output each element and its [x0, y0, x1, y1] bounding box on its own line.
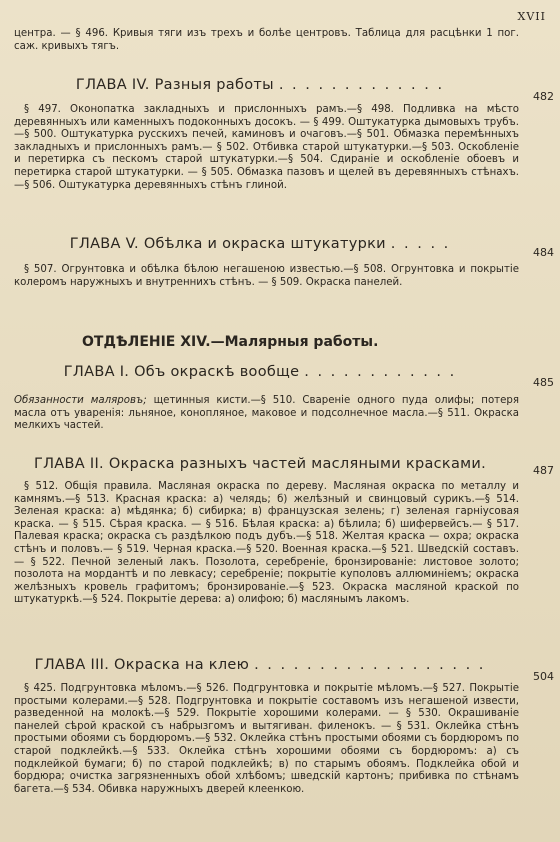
chapter-ii-page: 487 — [533, 464, 554, 477]
chapter-i-lead: Обязанности маляровъ; — [14, 395, 147, 406]
page-number: XVII — [517, 10, 546, 23]
chapter-ii-title: ГЛАВА II. Окраска разныхъ частей масляными красками. — [33, 456, 487, 472]
chapter-ii-text: § 512. Общія правила. Масляная окраска по дереву. Масляная окраска по металлу и камнямъ.—§ 513. Красная краска: а) челядь; б) желѣзный и свинцовый сурикъ.—§ 514. Зеленая краска: а) мѣдянка; б) сибирка; в) французская зелень; г) зеленая гарніусовая краска. — § 515. Сѣрая краска. — § 516. Бѣлая краска: а) бѣлила; б) шифервейсъ.— § 517. Палевая краска; окраска съ раздѣлкою подъ дубъ.—§ 518. Желтая краска — охра; окраска стѣнъ и половъ.— § 519. Черная краска.—§ 520. Военная краска.—§ 521. Шведскій составъ.— § 522. Печной зеленый лакъ. Позолота, серебреніе, бронзированіе: листовое золото; позолота на мордантѣ и по левкасу; серебреніе; покрытіе куполовъ аллюминіемъ; окраска желѣзныхъ кровель графитомъ; бронзированіе.—§ 523. Окраска масляной краской по штукатуркѣ.—§ 524. Покрытіе дерева: а) олифою; б) маслянымъ лакомъ. — [14, 481, 519, 606]
chapter-i-text: Обязанности маляровъ; щетинныя кисти.—§ 510. Свареніе одного пуда олифы; потеря масла отъ уваренія: льняное, конопляное, маковое и подсолнечное масла.—§ 511. Окраска мелкихъ частей. — [14, 395, 519, 432]
chapter-iv-text: § 497. Оконопатка закладныхъ и прислонныхъ рамъ.—§ 498. Подливка на мѣсто деревянныхъ или каменныхъ подоконныхъ досокъ. — § 499. Оштукатурка дымовыхъ трубъ.—§ 500. Оштукатурка русскихъ печей, каминовъ и очаговъ.—§ 501. Обмазка перемѣнныхъ закладныхъ и прислонныхъ рамъ.— § 502. Отбивка старой штукатурки.—§ 503. Оскобленіе и перетирка съ пескомъ старой штукатурки.—§ 504. Сдираніе и оскобленіе обоевъ и перетирка старой штукатурки. — § 505. Обмазка пазовъ и щелей въ деревянныхъ стѣнахъ.—§ 506. Оштукатурка деревянныхъ стѣнъ глиной. — [14, 104, 519, 191]
chapter-iii-page: 504 — [533, 670, 554, 683]
chapter-v-page: 484 — [533, 246, 554, 259]
department-heading: ОТДѢЛЕНІЕ XIV.—Малярныя работы. — [82, 334, 379, 350]
chapter-i-title: ГЛАВА I. Объ окраскѣ вообще . . . . . . . . . . . . — [63, 364, 457, 380]
chapter-i-page: 485 — [533, 376, 554, 389]
chapter-v-title: ГЛАВА V. Обѣлка и окраска штукатурки . . . . . — [69, 236, 451, 252]
chapter-iii-title: ГЛАВА III. Окраска на клею . . . . . . . . . . . . . . . . . . — [34, 657, 486, 673]
chapter-iv-page: 482 — [533, 90, 554, 103]
chapter-iii-text: § 425. Подгрунтовка мѣломъ.—§ 526. Подгрунтовка и покрытіе мѣломъ.—§ 527. Покрытіе простыми колерами.—§ 528. Подгрунтовка и покрытіе составомъ изъ негашеной извести, разведенной на молокѣ.—§ 529. Покрытіе хорошими колерами. — § 530. Окрашиваніе панелей сѣрой краской съ набрызгомъ и вытягиван. филенокъ. — § 531. Оклейка стѣнъ простыми обоями съ бордюромъ.—§ 532. Оклейка стѣнъ простыми обоями съ бордюромъ по старой подклейкѣ.—§ 533. Оклейка стѣнъ хорошими обоями съ бордюромъ: а) съ подклейкой бумаги; б) по старой подклейкѣ; в) по старымъ обоямъ. Подклейка обой и бордюра; очистка загрязненныхъ обой хлѣбомъ; шведскій картонъ; прибивка по стѣнамъ багета.—§ 534. Обивка наружныхъ дверей клеенкою. — [14, 683, 519, 795]
chapter-iv-title: ГЛАВА IV. Разныя работы . . . . . . . . . . . . . — [75, 77, 445, 93]
intro-paragraph: центра. — § 496. Кривыя тяги изъ трехъ и болѣе центровъ. Таблица для расцѣнки 1 пог. саж. кривыхъ тягъ. — [14, 28, 519, 52]
chapter-v-text: § 507. Огрунтовка и обѣлка бѣлою негашеною известью.—§ 508. Огрунтовка и покрытіе колеромъ наружныхъ и внутреннихъ стѣнъ. — § 509. Окраска панелей. — [14, 264, 519, 288]
